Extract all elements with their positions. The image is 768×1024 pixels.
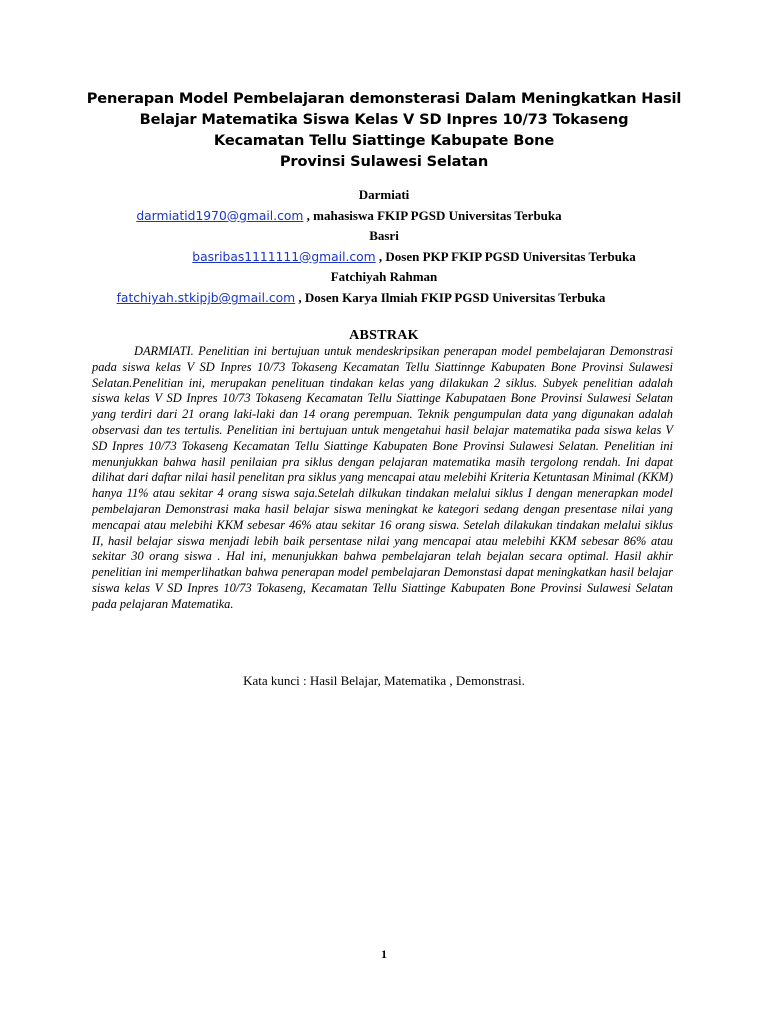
author-affiliation: , Dosen PKP FKIP PGSD Universitas Terbuka <box>375 248 636 264</box>
abstract-text: DARMIATI. Penelitian ini bertujuan untuk mendeskripsikan penerapan model pembelajaran Demonstrasi pada siswa kelas V SD Inpres 10/73 Tokaseng Kecamatan Tellu Siattinnge Kabupaten Bone Provinsi Sulawesi Selatan.Penelitian ini, merupakan penelituan tindakan kelas yang dilakukan 2 siklus. Subyek penelitian adalah siswa kelas V SD Inpres 10/73 Tokaseng Kecamatan Tellu Siattinge Kabupataen Bone Provinsi Sulawesi Selatan yang terdiri dari 21 orang laki-laki dan 14 orang perempuan. Teknik pengumpulan data yang digunakan adalah observasi dan tes tertulis. Penelitian ini bertujuan untuk mengetahui hasil belajar matematika pada siswa kelas V SD Inpres 10/73 Tokaseng Kecamatan Tellu Siattinge Kabupaten Bone Provinsi Sulawesi Selatan. Penelitian ini menunjukkan bahwa hasil penilaian pra siklus dengan pelajaran matematika masih tergolong rendah. Ini dapat dilihat dari daftar nilai hasil penelitan pra siklus yang mencapai atau melebihi Kriteria Ketuntasan Minimal (KKM) hanya 11% atau sekitar 4 orang siswa saja.Setelah dilkukan tindakan melalui siklus I dengan menerapkan model pembelajaran Demonstrasi maka hasil belajar siswa meningkat ke kategori sedang dengan presentase nilai yang mencapai atau melebihi KKM sebesar 46% atau sekitar 16 orang siswa. Setelah dilakukan tindakan melalui siklus II, hasil belajar siswa menjadi lebih baik persentase nilai yang mencapai atau melebihi KKM sebesar 86% atau sekitar 30 orang siswa . Hal ini, menunjukkan bahwa pembelajaran telah bejalan secara optimal. Hasil akhir penelitian ini memperlihatkan bahwa penerapan model pembelajaran Demonstasi dapat meningkatkan hasil belajar siswa kelas V SD Inpres 10/73 Tokaseng, Kecamatan Tellu Siattinge Kabupaten Bone Provinsi Sulawesi Selatan pada pelajaran Matematika. <box>92 344 673 611</box>
author-name: Darmiati <box>358 187 410 202</box>
author-block <box>40 185 728 309</box>
title-line: Kecamatan Tellu Siattinge Kabupate Bone <box>213 132 555 149</box>
abstract-heading: ABSTRAK <box>349 328 419 343</box>
author-email-link[interactable]: darmiatid1970@gmail.com <box>136 208 304 223</box>
title-line: Provinsi Sulawesi Selatan <box>279 153 489 170</box>
author-name: Basri <box>369 228 399 244</box>
keywords: Kata kunci : Hasil Belajar, Matematika , Demonstrasi. <box>243 673 525 688</box>
title-line: Belajar Matematika Siswa Kelas V SD Inpres 10/73 Tokaseng <box>139 111 629 128</box>
author-email-link[interactable]: fatchiyah.stkipjb@gmail.com <box>116 290 296 305</box>
author-contact <box>40 247 728 268</box>
title-line: Penerapan Model Pembelajaran demonsterasi Dalam Meningkatkan Hasil <box>86 90 682 107</box>
author-affiliation: , Dosen Karya Ilmiah FKIP PGSD Universitas Terbuka <box>295 289 606 305</box>
author-email-link[interactable]: basribas1111111@gmail.com <box>192 249 376 264</box>
author-affiliation: , mahasiswa FKIP PGSD Universitas Terbuka <box>303 207 562 223</box>
author-contact <box>40 206 728 227</box>
author-contact <box>40 288 728 309</box>
page-number: 1 <box>381 947 387 961</box>
author-name: Fatchiyah Rahman <box>330 269 438 285</box>
paper-title <box>60 88 708 172</box>
